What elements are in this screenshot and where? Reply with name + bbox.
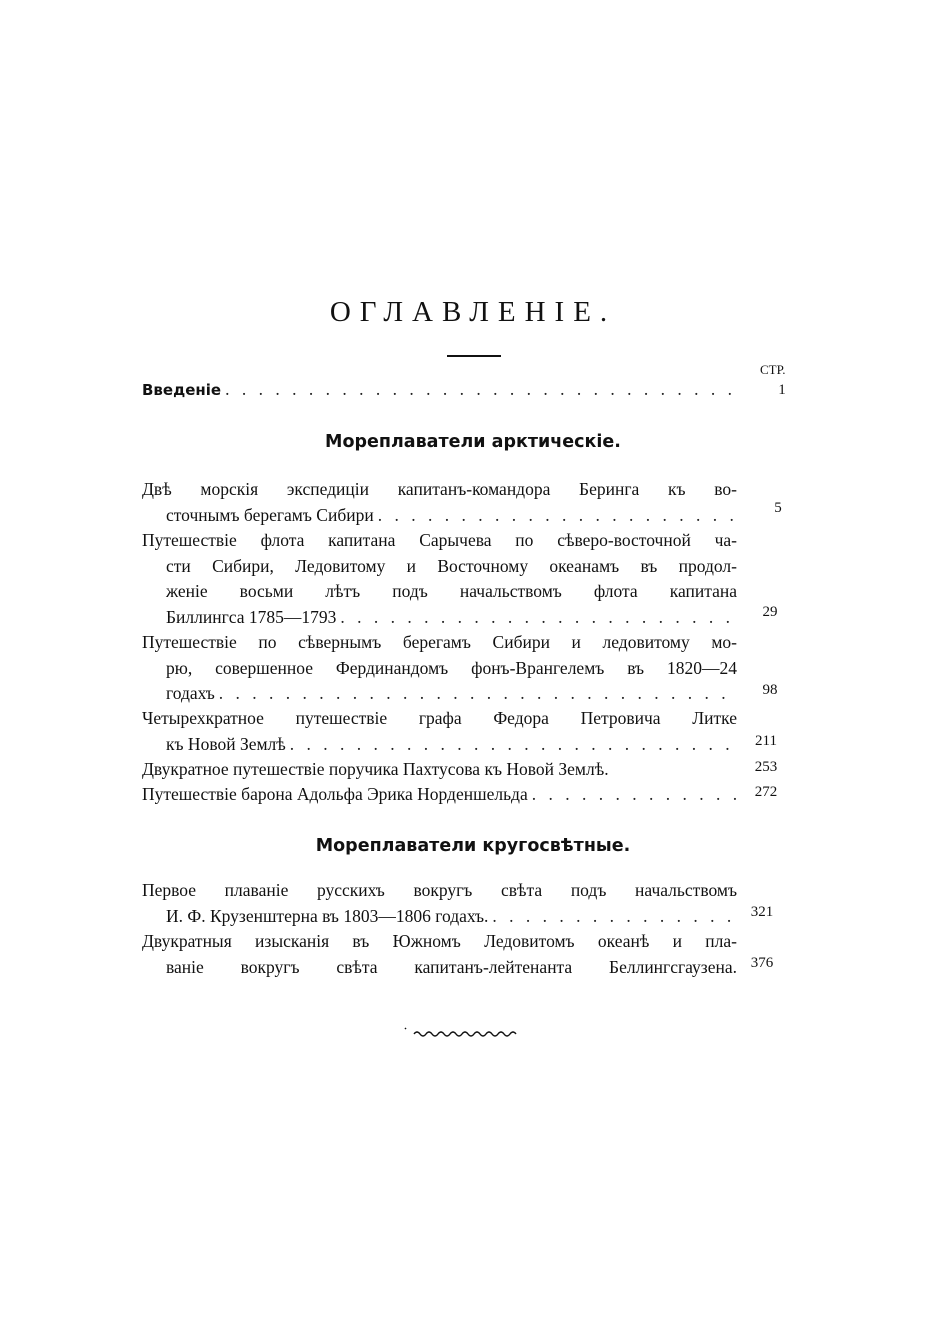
- toc-entry-line: годахъ . . .: [142, 681, 737, 707]
- toc-page-number: 253: [754, 759, 778, 775]
- end-ornament-wavy-line: [400, 1024, 525, 1040]
- toc-entry-line: Четырехкратное путешествіе графа Федора Петровича Литке: [142, 708, 737, 728]
- dot-leader: [532, 782, 737, 808]
- toc-page-number: 5: [774, 500, 782, 516]
- dot-leader: [492, 904, 737, 930]
- toc-entry-wrangel[interactable]: [142, 630, 737, 707]
- section-heading-circumnavigators: Мореплаватели кругосвѣтные.: [315, 836, 631, 856]
- toc-entry-line: Двѣ морскія экспедиціи капитанъ-командора Беринга къ во-: [142, 479, 737, 499]
- toc-entry-line: [142, 377, 737, 404]
- toc-entry-line: Путешествіе флота капитана Сарычева по сѣверо-восточной ча-: [142, 530, 737, 550]
- toc-entry-line: ваніе вокругъ свѣта капитанъ-лейтенанта Беллингсгаузена.: [166, 956, 737, 977]
- toc-entry-line: женіе восьми лѣтъ подъ начальствомъ флота капитана: [166, 581, 737, 601]
- toc-entry-bering[interactable]: [142, 477, 737, 528]
- toc-entry-sarychev[interactable]: [142, 528, 737, 630]
- toc-entry-line: Первое плаваніе русскихъ вокругъ свѣта подъ начальствомъ: [142, 880, 737, 900]
- toc-page-number: 272: [754, 784, 778, 800]
- dot-leader: [219, 681, 737, 707]
- toc-entry-line: Двукратное путешествіе поручика Пахтусова къ Новой Землѣ.: [142, 759, 609, 779]
- toc-page-number: 376: [750, 955, 774, 971]
- toc-page-number: 98: [762, 682, 778, 698]
- toc-page-number: 211: [755, 733, 777, 749]
- section-heading-arctic: Мореплаватели арктическіе.: [325, 432, 621, 452]
- toc-entry-pakhtusov[interactable]: [142, 757, 737, 783]
- page-column-header: СТР.: [760, 362, 786, 377]
- dot-leader: [340, 605, 737, 631]
- page-title: ОГЛАВЛЕНІЕ.: [329, 296, 617, 328]
- toc-entry-line: Путешествіе по сѣвернымъ берегамъ Сибири и ледовитому мо-: [142, 632, 737, 652]
- toc-entry-line: И. Ф. Крузенштерна въ 1803—1806 годахъ. . . .: [142, 904, 737, 930]
- toc-page-number: 321: [750, 904, 774, 920]
- toc-entry-line: Путешествіе барона Адольфа Эрика Норденшельда . . .: [142, 782, 737, 808]
- toc-entry-line: сти Сибири, Ледовитому и Восточному океанамъ въ продол-: [166, 555, 737, 576]
- toc-page-number: 29: [762, 604, 778, 620]
- toc-entry-introduction[interactable]: [142, 377, 737, 404]
- toc-entry-text: Введеніе: [142, 381, 222, 399]
- toc-entry-bellingshausen[interactable]: [142, 929, 737, 980]
- toc-entry-line: рю, совершенное Фердинандомъ фонъ-Врангелемъ въ 1820—24: [166, 657, 737, 678]
- dot-leader: [290, 732, 737, 758]
- toc-entry-krusenstern[interactable]: [142, 878, 737, 929]
- toc-entry-nordenskiold[interactable]: [142, 782, 737, 808]
- dot-leader: [378, 503, 737, 529]
- toc-entry-line: сточнымъ берегамъ Сибири . . .: [142, 503, 737, 529]
- title-rule: [447, 355, 501, 357]
- toc-entry-line: къ Новой Землѣ . . .: [142, 732, 737, 758]
- dot-leader: [225, 377, 737, 403]
- toc-entry-line: Двукратныя изысканія въ Южномъ Ледовитомъ океанѣ и пла-: [142, 931, 737, 951]
- toc-page-number: 1: [778, 382, 786, 398]
- toc-entry-litke[interactable]: [142, 706, 737, 757]
- toc-entry-line: Биллингса 1785—1793 . . .: [142, 605, 737, 631]
